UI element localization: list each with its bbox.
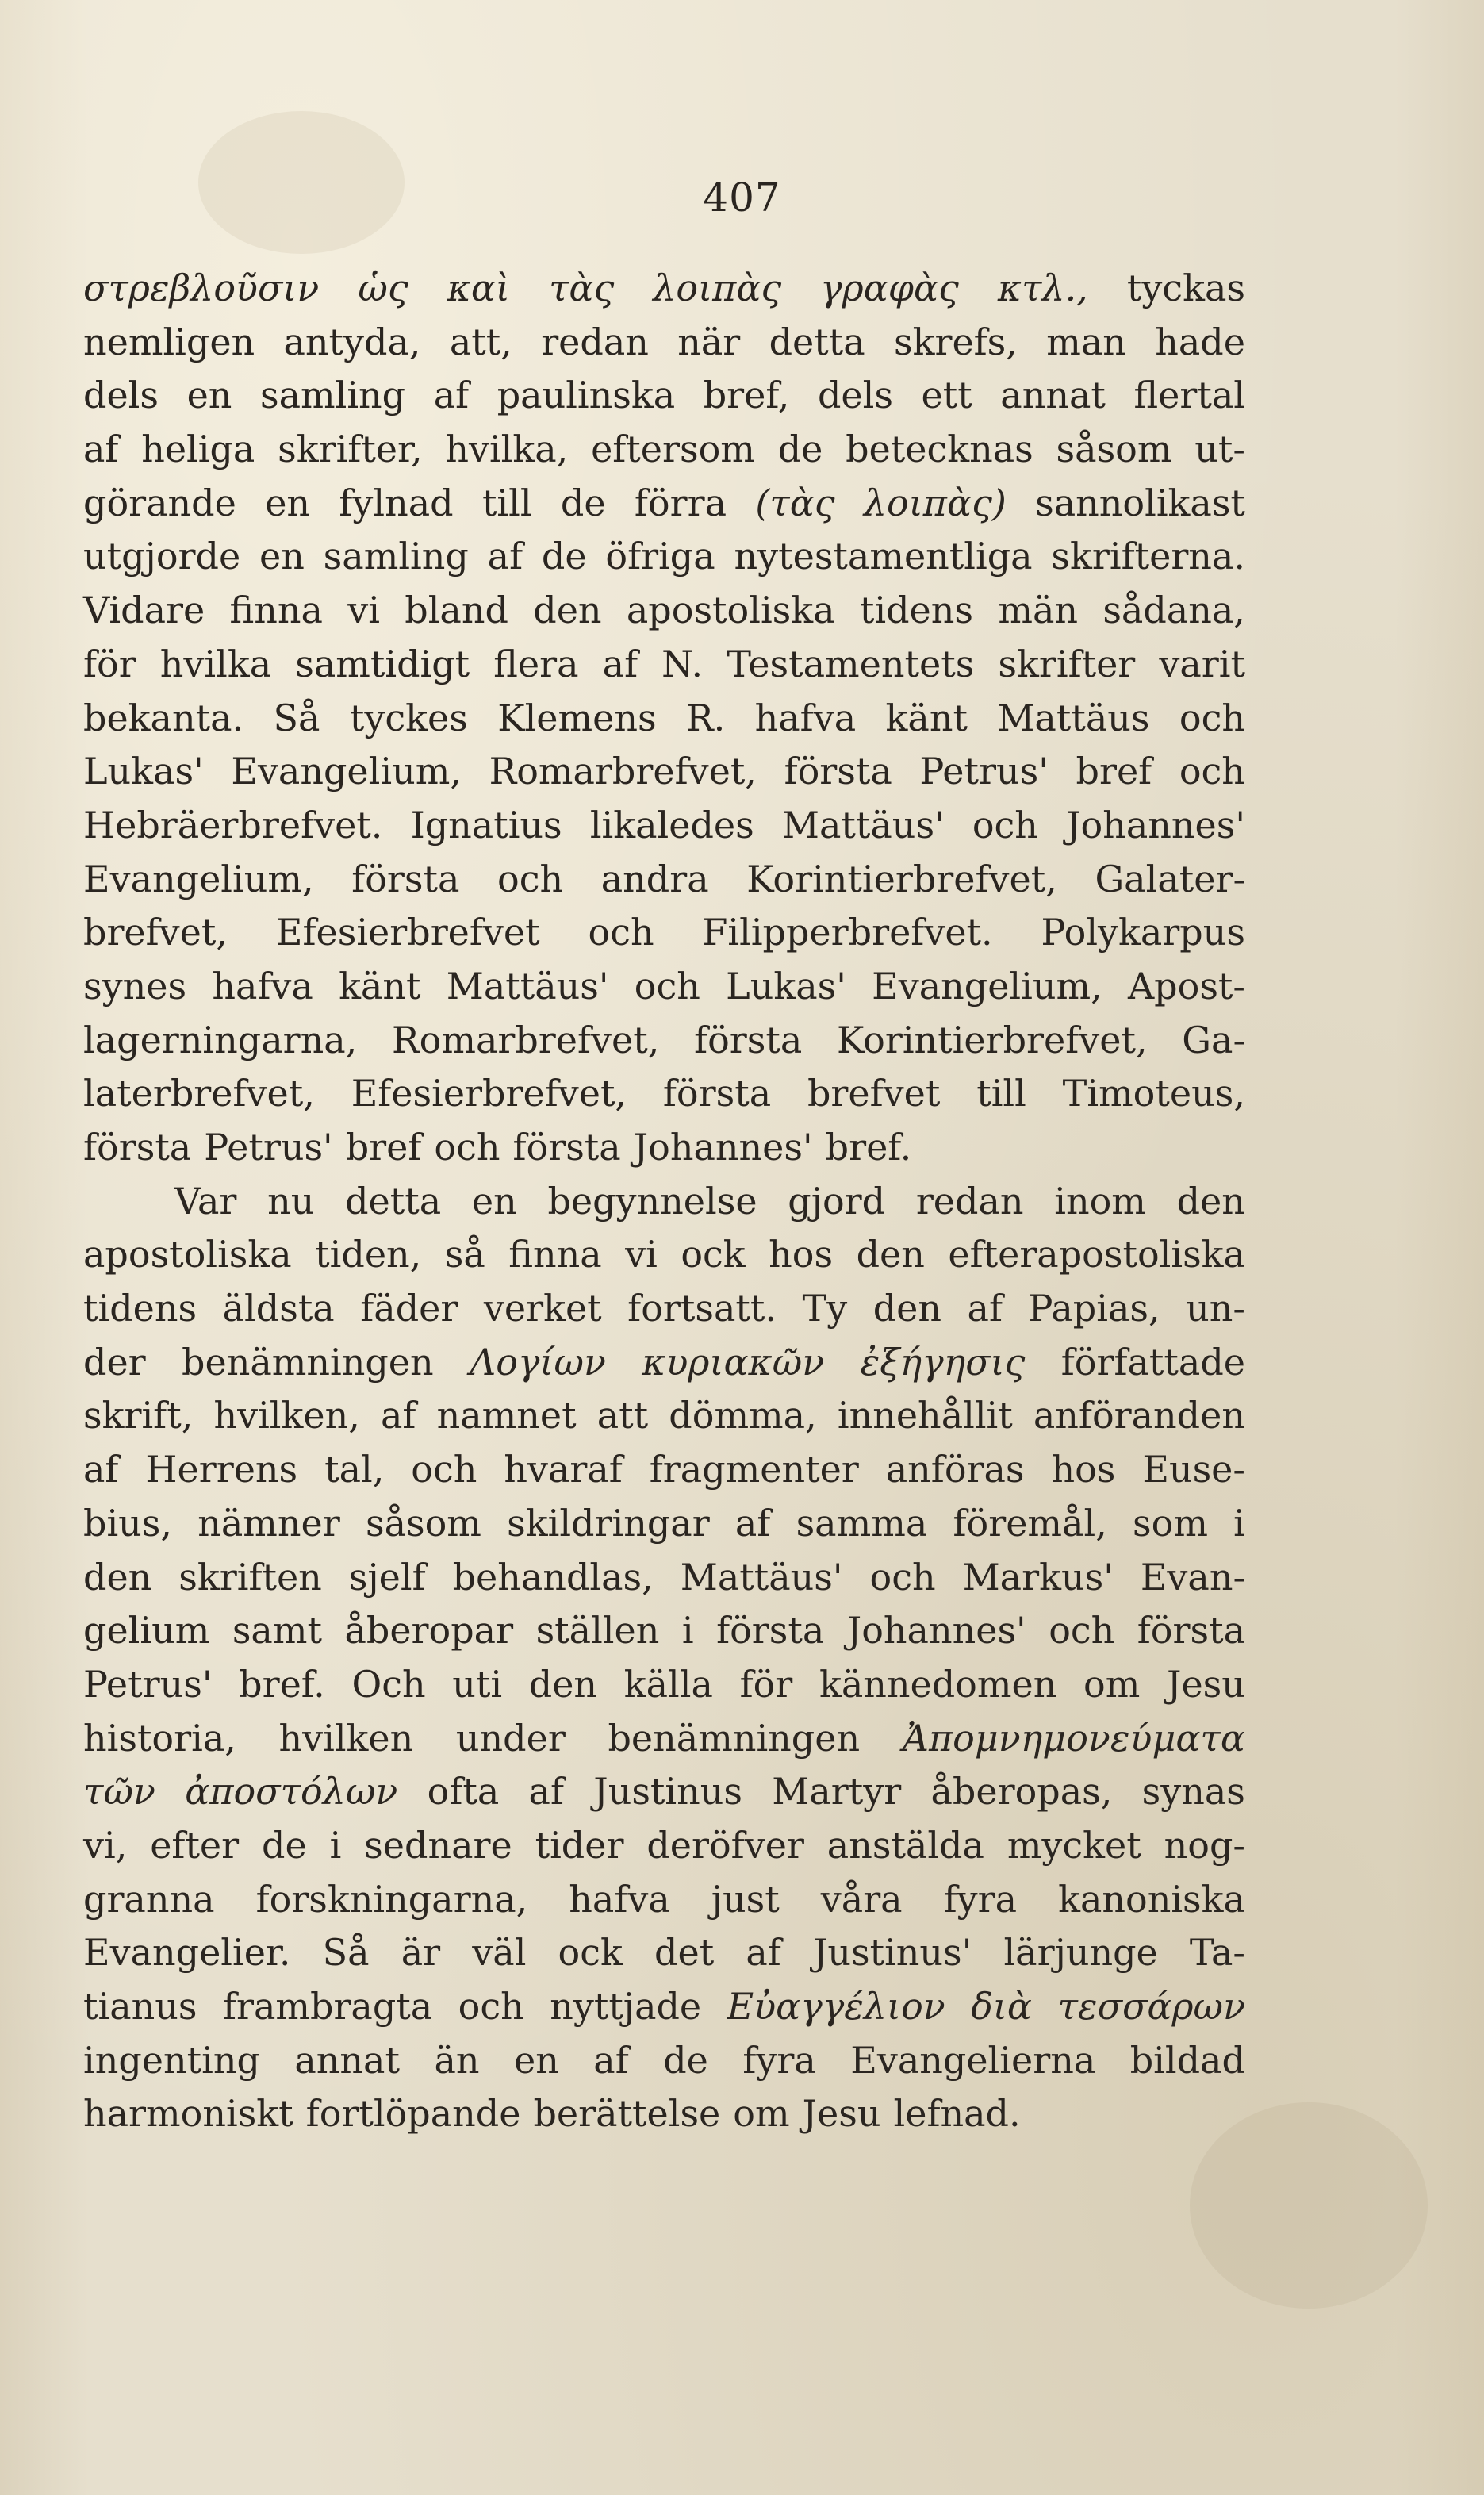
text-line: bius, nämner såsom skildringar af samma föremål, som i xyxy=(83,1501,1245,1545)
text-line: brefvet, Efesierbrefvet och Filipperbrefvet. Polykarpus xyxy=(83,911,1245,954)
text-line: στρεβλοῦσιν ὡς καὶ τὰς λοιπὰς γραφὰς κτλ., tyckas xyxy=(83,267,1245,309)
text-line: bekanta. Så tyckes Klemens R. hafva känt Mattäus och xyxy=(83,696,1245,739)
text-line: vi, efter de i sednare tider deröfver anstälda mycket nog- xyxy=(83,1823,1245,1867)
text-line: Lukas' Evangelium, Romarbrefvet, första Petrus' bref och xyxy=(83,750,1245,793)
text-line: Vidare finna vi bland den apostoliska tidens män sådana, xyxy=(83,589,1245,632)
text-line: granna forskningarna, hafva just våra fyra kanoniska xyxy=(83,1877,1245,1921)
text-line: för hvilka samtidigt flera af N. Testamentets skrifter varit xyxy=(83,642,1245,685)
text-line: af Herrens tal, och hvaraf fragmenter anföras hos Euse- xyxy=(83,1448,1245,1491)
text-line: görande en fylnad till de förra (τὰς λοιπὰς) sannolikast xyxy=(83,481,1245,524)
text-line: harmoniskt fortlöpande berättelse om Jesu lefnad. xyxy=(83,2092,1021,2136)
text-line: Petrus' bref. Och uti den källa för kännedomen om Jesu xyxy=(83,1662,1245,1706)
text-line: lagerningarna, Romarbrefvet, första Korintierbrefvet, Ga- xyxy=(83,1018,1245,1061)
body-text xyxy=(83,262,1245,2141)
text-line: synes hafva känt Mattäus' och Lukas' Evangelium, Apost- xyxy=(83,964,1245,1008)
text-line: af heliga skrifter, hvilka, eftersom de betecknas såsom ut- xyxy=(83,428,1245,471)
text-line: skrift, hvilken, af namnet att dömma, innehållit anföranden xyxy=(83,1394,1245,1438)
text-line: första Petrus' bref och första Johannes' bref. xyxy=(83,1126,912,1169)
text-line: Evangelium, första och andra Korintierbrefvet, Galater- xyxy=(83,857,1245,900)
page-number: 407 xyxy=(703,175,781,221)
text-line: τῶν ἀποστόλων ofta af Justinus Martyr åberopas, synas xyxy=(83,1770,1245,1814)
text-line: Hebräerbrefvet. Ignatius likaledes Mattäus' och Johannes' xyxy=(83,803,1245,846)
text-line: Var nu detta en begynnelse gjord redan inom den xyxy=(174,1179,1245,1223)
text-line: den skriften sjelf behandlas, Mattäus' och Markus' Evan- xyxy=(83,1555,1245,1599)
text-line: laterbrefvet, Efesierbrefvet, första brefvet till Timoteus, xyxy=(83,1072,1245,1115)
text-line: der benämningen Λογίων κυριακῶν ἐξήγησις författade xyxy=(83,1340,1245,1384)
text-line: utgjorde en samling af de öfriga nytestamentliga skrifterna. xyxy=(83,535,1245,578)
text-line: gelium samt åberopar ställen i första Johannes' och första xyxy=(83,1609,1245,1652)
text-line: apostoliska tiden, så finna vi ock hos den efterapostoliska xyxy=(83,1233,1245,1276)
text-line: historia, hvilken under benämningen Ἀπομνημονεύματα xyxy=(83,1716,1245,1760)
text-line: Evangelier. Så är väl ock det af Justinus' lärjunge Ta- xyxy=(83,1931,1245,1975)
text-line: tianus frambragta och nyttjade Εὐαγγέλιον διὰ τεσσάρων xyxy=(83,1985,1245,2028)
text-line: nemligen antyda, att, redan när detta skrefs, man hade xyxy=(83,320,1245,363)
text-line: ingenting annat än en af de fyra Evangelierna bildad xyxy=(83,2038,1245,2082)
text-line: tidens äldsta fäder verket fortsatt. Ty den af Papias, un- xyxy=(83,1287,1245,1330)
text-line: dels en samling af paulinska bref, dels ett annat flertal xyxy=(83,374,1245,417)
